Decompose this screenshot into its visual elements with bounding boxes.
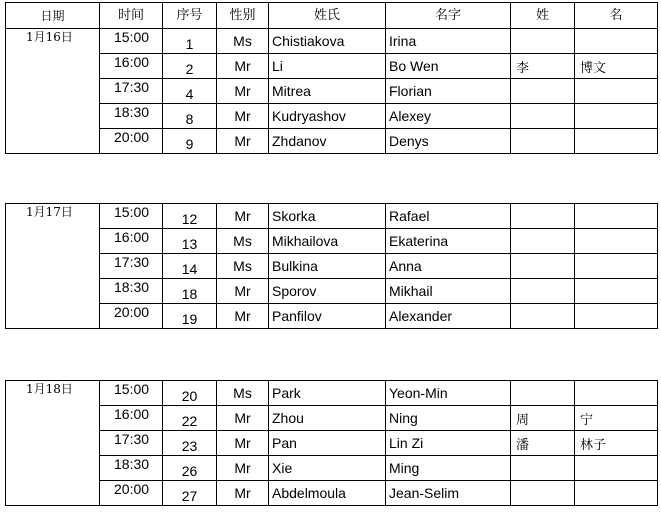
cn-surname-cell (511, 406, 575, 431)
time-cell (100, 104, 163, 129)
gender-cell: Ms (217, 254, 269, 279)
date-cell (6, 204, 100, 329)
gender-cell: Mr (217, 431, 269, 456)
gender-cell: Ms (217, 381, 269, 406)
seq-text: 9 (185, 136, 194, 152)
cn-surname-cell (511, 254, 575, 279)
cn-given-cell (575, 54, 658, 79)
gender-cell: Mr (217, 54, 269, 79)
surname-text: Park (272, 385, 301, 401)
cn-surname-cell (511, 204, 575, 229)
given-name-cell (386, 279, 511, 304)
table-row (6, 304, 658, 329)
given-name-text: Lin Zi (389, 435, 424, 451)
surname-cell (269, 304, 386, 329)
time-text: 15:00 (114, 204, 150, 220)
cn-given-cell (575, 204, 658, 229)
surname-cell (269, 229, 386, 254)
cn-given-cell (575, 79, 658, 104)
surname-text: Li (272, 58, 283, 74)
time-text: 18:30 (114, 279, 150, 295)
surname-text: Zhdanov (272, 133, 327, 149)
seq-text: 20 (181, 388, 198, 404)
given-name-text: Ekaterina (389, 233, 449, 249)
table-row (6, 229, 658, 254)
time-text: 20:00 (114, 129, 150, 145)
given-name-text: Irina (389, 33, 417, 49)
table-row (6, 204, 658, 229)
seq-text: 14 (181, 261, 198, 277)
cn-given-cell (575, 229, 658, 254)
surname-text: Abdelmoula (272, 485, 346, 501)
surname-text: Kudryashov (272, 108, 346, 124)
table-row (6, 381, 658, 406)
seq-cell (163, 254, 217, 279)
surname-cell (269, 29, 386, 54)
date-cell (6, 381, 100, 506)
cn-surname-cell (511, 481, 575, 506)
given-name-cell (386, 381, 511, 406)
seq-cell (163, 431, 217, 456)
seq-cell (163, 204, 217, 229)
cn-surname-cell (511, 279, 575, 304)
given-name-cell (386, 129, 511, 154)
cn-surname-cell (511, 29, 575, 54)
header-time: 时间 (100, 3, 163, 29)
seq-text: 8 (185, 111, 194, 127)
cn-surname-cell (511, 229, 575, 254)
given-name-cell (386, 456, 511, 481)
cn-given-cell (575, 129, 658, 154)
cn-surname-text: 周 (516, 412, 530, 428)
seq-text: 22 (181, 413, 198, 429)
cn-surname-cell (511, 79, 575, 104)
gender-cell: Mr (217, 279, 269, 304)
schedule-table-jan18 (5, 380, 658, 506)
surname-cell (269, 54, 386, 79)
given-name-text: Yeon-Min (389, 385, 448, 401)
cn-given-cell (575, 279, 658, 304)
table-row (6, 29, 658, 54)
seq-text: 4 (185, 86, 194, 102)
time-cell (100, 406, 163, 431)
time-text: 17:30 (114, 254, 150, 270)
header-cn-given: 名 (575, 3, 658, 29)
seq-text: 27 (181, 488, 198, 504)
cn-given-text: 博文 (580, 60, 607, 76)
given-name-text: Bo Wen (389, 58, 439, 74)
cn-surname-text: 潘 (516, 437, 530, 453)
surname-text: Zhou (272, 410, 304, 426)
given-name-text: Alexey (389, 108, 432, 124)
header-given-name: 名字 (386, 3, 511, 29)
seq-text: 23 (181, 438, 198, 454)
gender-cell: Mr (217, 304, 269, 329)
gender-cell: Ms (217, 29, 269, 54)
time-cell (100, 431, 163, 456)
given-name-cell (386, 254, 511, 279)
table-row (6, 254, 658, 279)
given-name-text: Ming (389, 460, 420, 476)
seq-text: 26 (181, 463, 198, 479)
seq-cell (163, 456, 217, 481)
schedule-table-jan17 (5, 203, 658, 329)
time-cell (100, 481, 163, 506)
given-name-cell (386, 29, 511, 54)
given-name-text: Anna (389, 258, 422, 274)
table-row (6, 129, 658, 154)
time-text: 15:00 (114, 381, 150, 397)
time-cell (100, 204, 163, 229)
given-name-text: Jean-Selim (389, 485, 460, 501)
given-name-cell (386, 431, 511, 456)
surname-text: Skorka (272, 208, 316, 224)
gender-cell: Mr (217, 406, 269, 431)
surname-cell (269, 406, 386, 431)
time-text: 15:00 (114, 29, 150, 45)
seq-cell (163, 406, 217, 431)
surname-text: Chistiakova (272, 33, 345, 49)
surname-cell (269, 431, 386, 456)
seq-cell (163, 104, 217, 129)
cn-given-cell (575, 456, 658, 481)
table-row (6, 456, 658, 481)
seq-cell (163, 279, 217, 304)
surname-cell (269, 254, 386, 279)
given-name-text: Alexander (389, 308, 453, 324)
given-name-text: Mikhail (389, 283, 433, 299)
time-cell (100, 456, 163, 481)
cn-given-cell (575, 481, 658, 506)
cn-surname-cell (511, 304, 575, 329)
cn-surname-cell (511, 104, 575, 129)
seq-cell (163, 481, 217, 506)
given-name-cell (386, 481, 511, 506)
seq-text: 1 (185, 36, 194, 52)
cn-given-cell (575, 304, 658, 329)
given-name-text: Rafael (389, 208, 430, 224)
cn-surname-cell (511, 456, 575, 481)
table-row (6, 79, 658, 104)
table-row (6, 431, 658, 456)
time-text: 16:00 (114, 54, 150, 70)
header-gender: 性别 (217, 3, 269, 29)
seq-text: 2 (185, 61, 194, 77)
table-row (6, 104, 658, 129)
surname-cell (269, 79, 386, 104)
time-cell (100, 304, 163, 329)
cn-surname-cell (511, 129, 575, 154)
surname-cell (269, 129, 386, 154)
surname-text: Mitrea (272, 83, 311, 99)
given-name-cell (386, 104, 511, 129)
cn-given-cell (575, 29, 658, 54)
cn-given-cell (575, 431, 658, 456)
time-cell (100, 254, 163, 279)
header-row (6, 3, 658, 29)
surname-cell (269, 456, 386, 481)
time-text: 18:30 (114, 104, 150, 120)
table-row (6, 481, 658, 506)
cn-given-cell (575, 104, 658, 129)
surname-text: Panfilov (272, 308, 322, 324)
table-row (6, 279, 658, 304)
seq-text: 13 (181, 236, 198, 252)
cn-surname-text: 李 (516, 60, 530, 76)
seq-cell (163, 129, 217, 154)
given-name-cell (386, 204, 511, 229)
table-row (6, 406, 658, 431)
date-label: 1月17日 (26, 205, 73, 219)
surname-cell (269, 381, 386, 406)
surname-cell (269, 279, 386, 304)
seq-cell (163, 304, 217, 329)
date-label: 1月18日 (26, 382, 73, 396)
time-cell (100, 54, 163, 79)
time-text: 17:30 (114, 79, 150, 95)
time-text: 16:00 (114, 406, 150, 422)
gender-cell: Ms (217, 229, 269, 254)
seq-cell (163, 229, 217, 254)
given-name-cell (386, 54, 511, 79)
seq-text: 19 (181, 311, 198, 327)
time-cell (100, 79, 163, 104)
gender-cell: Mr (217, 456, 269, 481)
table-row (6, 54, 658, 79)
cn-given-cell (575, 254, 658, 279)
time-text: 20:00 (114, 304, 150, 320)
date-cell (6, 29, 100, 154)
time-cell (100, 279, 163, 304)
surname-text: Bulkina (272, 258, 318, 274)
time-cell (100, 229, 163, 254)
surname-cell (269, 204, 386, 229)
cn-given-text: 林子 (580, 437, 607, 453)
cn-surname-cell (511, 381, 575, 406)
schedule-table-jan16 (5, 2, 658, 154)
surname-text: Xie (272, 460, 293, 476)
given-name-cell (386, 304, 511, 329)
gender-cell: Mr (217, 104, 269, 129)
time-text: 16:00 (114, 229, 150, 245)
given-name-cell (386, 229, 511, 254)
surname-cell (269, 104, 386, 129)
given-name-cell (386, 406, 511, 431)
given-name-cell (386, 79, 511, 104)
gender-cell: Mr (217, 79, 269, 104)
time-text: 17:30 (114, 431, 150, 447)
cn-given-cell (575, 381, 658, 406)
gender-cell: Mr (217, 129, 269, 154)
surname-text: Sporov (272, 283, 317, 299)
seq-cell (163, 29, 217, 54)
cn-surname-cell (511, 54, 575, 79)
seq-cell (163, 381, 217, 406)
header-surname: 姓氏 (269, 3, 386, 29)
header-seq: 序号 (163, 3, 217, 29)
date-label: 1月16日 (26, 30, 73, 44)
seq-cell (163, 54, 217, 79)
time-cell (100, 381, 163, 406)
cn-surname-cell (511, 431, 575, 456)
header-cn-surname: 姓 (511, 3, 575, 29)
given-name-text: Ning (389, 410, 418, 426)
cn-given-cell (575, 406, 658, 431)
time-cell (100, 129, 163, 154)
given-name-text: Florian (389, 83, 432, 99)
time-text: 20:00 (114, 481, 150, 497)
surname-text: Pan (272, 435, 297, 451)
gender-cell: Mr (217, 204, 269, 229)
time-text: 18:30 (114, 456, 150, 472)
given-name-text: Denys (389, 133, 429, 149)
cn-given-text: 宁 (580, 412, 594, 428)
seq-cell (163, 79, 217, 104)
seq-text: 12 (181, 211, 198, 227)
surname-cell (269, 481, 386, 506)
time-cell (100, 29, 163, 54)
seq-text: 18 (181, 286, 198, 302)
gender-cell: Mr (217, 481, 269, 506)
header-date: 日期 (6, 3, 100, 29)
surname-text: Mikhailova (272, 233, 339, 249)
